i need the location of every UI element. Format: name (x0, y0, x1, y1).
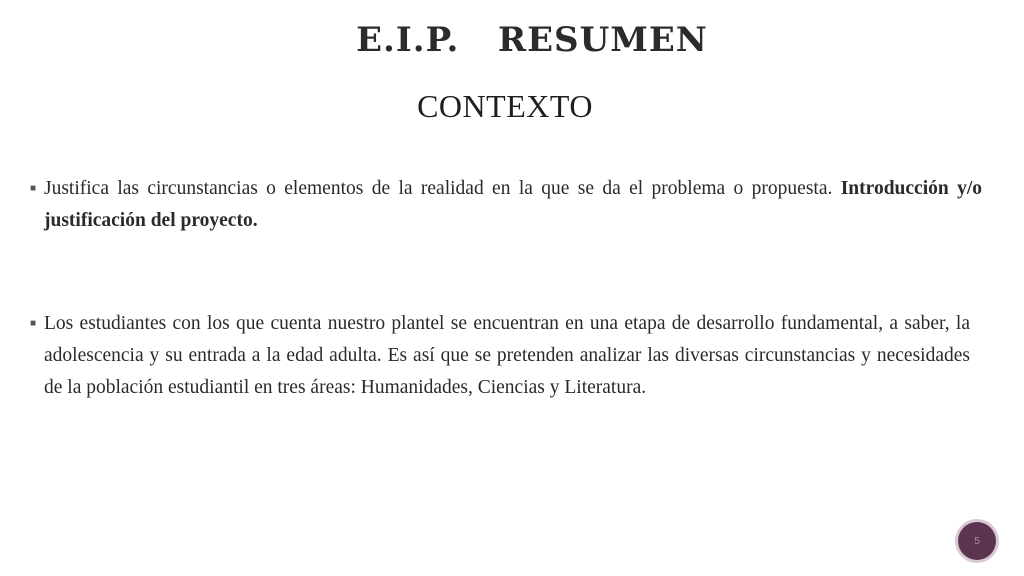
slide-left-edge (0, 0, 10, 576)
bullet-text-1-bold: Introducción y/o justificación del proyecto. (44, 178, 982, 231)
bullet-text-2: Los estudiantes con los que cuenta nuestro plantel se encuentran en una etapa de desarrollo fundamental, a saber, la adolescencia y su entrada a la edad adulta. Es así que se pretenden analizar las diversas circunstancias y necesidades de la población estudiantil en tres áreas: Humanidades, Ciencias y Literatura. (44, 313, 970, 398)
page-number: 5 (974, 535, 980, 547)
slide-subtitle: CONTEXTO (417, 88, 593, 124)
bullet-item-1 (30, 173, 982, 237)
bullet-marker-icon: ■ (30, 318, 37, 329)
bullet-item-2 (30, 308, 970, 404)
slide-title: E.I.P. RESUMEN (356, 20, 708, 60)
bullet-text-1-regular: Justifica las circunstancias o elementos de la realidad en la que se da el problema o propuesta. (44, 178, 841, 199)
page-number-badge (958, 522, 996, 560)
bullet-marker-icon: ■ (30, 183, 37, 194)
bullet-text-1 (44, 173, 982, 237)
